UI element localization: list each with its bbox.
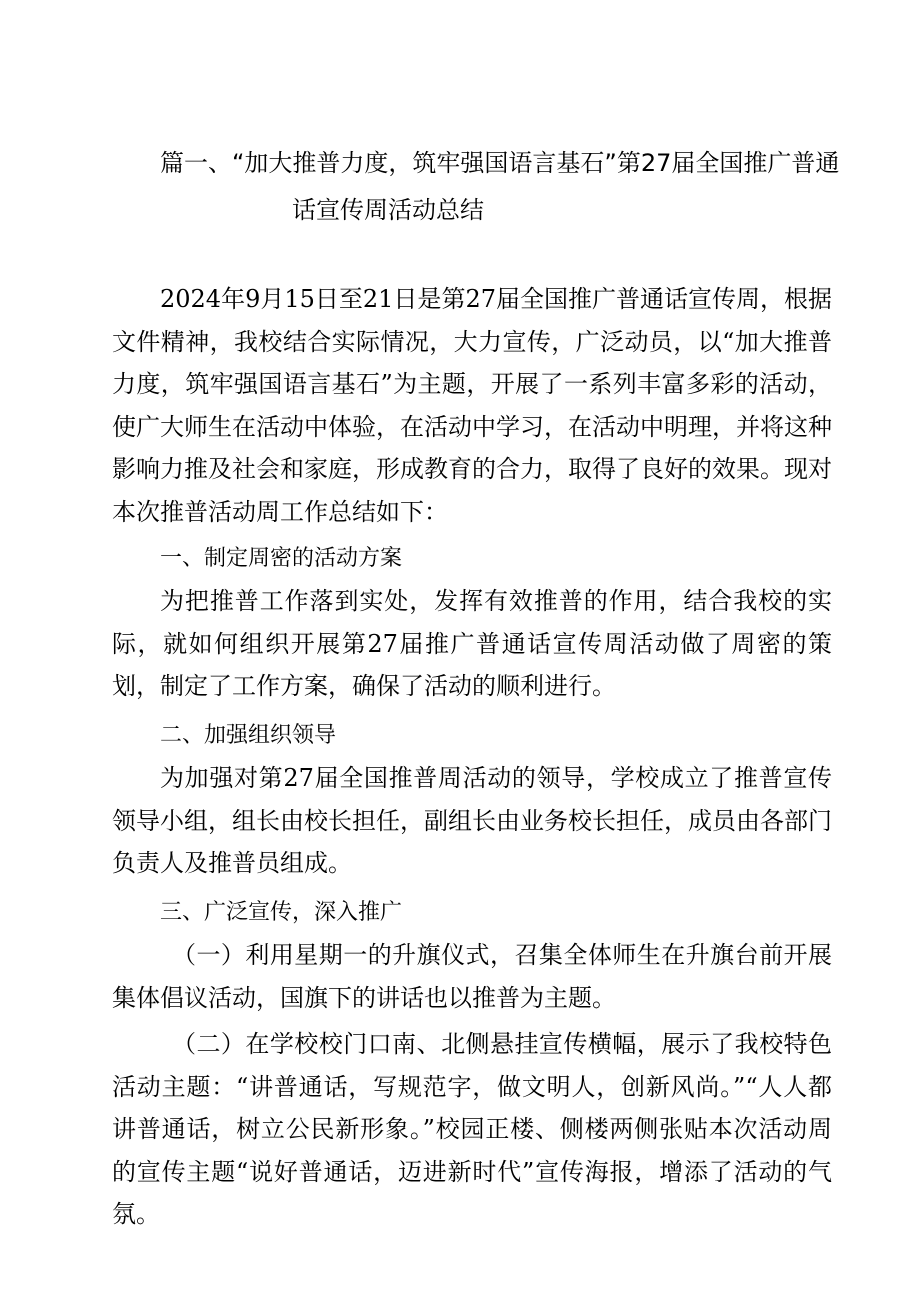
section-paragraph-2: 为加强对第27届全国推普周活动的领导，学校成立了推普宣传领导小组，组长由校长担任，副组长由业务校长担任，成员由各部门负责人及推普员组成。	[112, 764, 832, 877]
document-title-line-1: 篇一、“加大推普力度，筑牢强国语言基石”第27届全国推广普通	[160, 149, 840, 177]
section-heading-3: 三、广泛宣传，深入推广	[160, 900, 403, 925]
intro-paragraph: 2024年9月15日至21日是第27届全国推广普通话宣传周，根据文件精神，我校结合实际情况，大力宣传，广泛动员，以“加大推普力度，筑牢强国语言基石”为主题，开展了一系列丰富多彩的活动，使广大师生在活动中体验，在活动中学习，在活动中明理，并将这种影响力推及社会和家庭，形成教育的合力，取得了良好的效果。现对本次推普活动周工作总结如下：	[112, 285, 832, 526]
section-heading-1: 一、制定周密的活动方案	[160, 546, 403, 571]
section-heading-2: 二、加强组织领导	[160, 723, 337, 748]
section-3-item-2: （二）在学校校门口南、北侧悬挂宣传横幅，展示了我校特色活动主题：“讲普通话，写规范字，做文明人，创新风尚。”“人人都讲普通话，树立公民新形象。”校园正楼、侧楼两侧张贴本次活动周的宣传主题“说好普通话，迈进新时代”宣传海报，增添了活动的气氛。	[112, 1030, 832, 1228]
section-3-item-1: （一）利用星期一的升旗仪式，召集全体师生在升旗台前开展集体倡议活动，国旗下的讲话也以推普为主题。	[112, 941, 832, 1012]
document-title-line-2: 话宣传周活动总结	[292, 196, 484, 224]
section-paragraph-1: 为把推普工作落到实处，发挥有效推普的作用，结合我校的实际，就如何组织开展第27届推广普通话宣传周活动做了周密的策划，制定了工作方案，确保了活动的顺利进行。	[112, 587, 832, 700]
